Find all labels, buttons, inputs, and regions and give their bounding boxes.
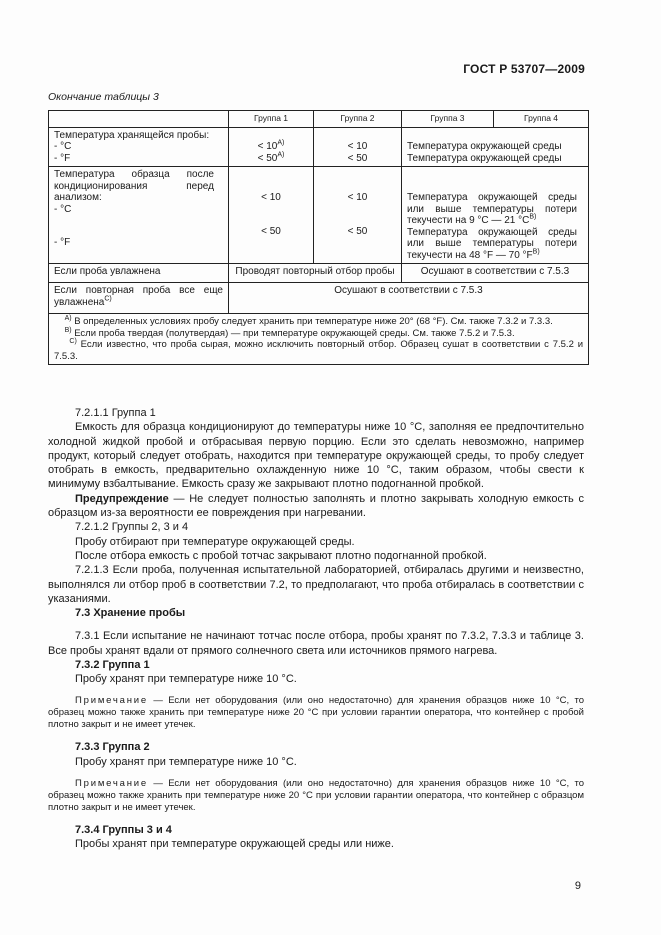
heading-7-2-1-1: 7.2.1.1 Группа 1 (75, 407, 156, 419)
paragraph: Пробы хранят при температуре окружающей среды или ниже. (75, 838, 394, 851)
heading-7-3-4: 7.3.4 Группы 3 и 4 (75, 824, 172, 837)
table-3 (48, 110, 589, 365)
cell-group12: Проводят повторный отбор пробы (229, 264, 402, 283)
table-row-conditioning (49, 167, 589, 264)
heading-7-3: 7.3 Хранение пробы (75, 607, 186, 619)
table-header-row (49, 111, 589, 128)
cell-group1: < 10 < 50 (229, 167, 314, 264)
cell-group2: < 10 < 50 (314, 127, 402, 167)
heading-7-3-3: 7.3.3 Группа 2 (75, 741, 150, 754)
table-caption: Окончание таблицы 3 (48, 91, 159, 103)
paragraph: Емкость для образца кондиционируют до температуры ниже 10 °С, заполняя ее предпочтительно холодной жидкой пробой и отбрасывая первую порцию. Если это сделать невозможно, например продукт, который следует отобрать, находится при температуре окружающей среды, то пробу следует отобрать в емкость, предварительно охлажденную ниже 10 °С, таким образом, чтобы свести к минимуму взбалтывание. Емкость сразу же закрывают плотно подогнанной пробкой. (48, 421, 584, 491)
paragraph: 7.2.1.3 Если проба, полученная испытательной лабораторией, отбиралась другими и неизвестно, выполнялся ли отбор проб в соответствии 7.2, то предполагают, что проба отбиралась в соответствии с указаниями. (48, 564, 584, 605)
note-7-3-3: Примечание — Если нет оборудования (или оно недостаточно) для хранения образцов ниже 10 °С, то образец можно также хранить при температуре ниже 20 °С при условии гарантии оператора, что контейнер с образцом плотно закрыт и не имеет утечек. (48, 778, 584, 814)
header-cell-group3: Группа 3 (402, 111, 494, 128)
note-7-3-2: Примечание — Если нет оборудования (или оно недостаточно) для хранения образцов ниже 10 °С, то образец можно также хранить при температуре ниже 20 °С при условии гарантии оператора, что контейнер с пробой плотно закрыт и не имеет утечек. (48, 695, 584, 731)
heading-7-2-1-2: 7.2.1.2 Группы 2, 3 и 4 (75, 521, 189, 534)
paragraph: После отбора емкость с пробой тотчас закрывают плотно подогнанной пробкой. (75, 549, 487, 562)
section-7-2-1 (48, 406, 584, 606)
footnote-c: $^{C)}$ Если известно, что проба сырая, можно исключить повторный отбор. Образец сушат в соответствии с 7.5.2 и 7.5.3. (54, 337, 584, 362)
header-cell-group1: Группа 1 (229, 111, 314, 128)
table-row-wet-sample (49, 264, 589, 283)
row-label: Если повторная проба все еще увлажнена$^{C)}$ (49, 283, 229, 314)
paragraph: 7.3.1 Если испытание не начинают тотчас после отбора, пробы хранят по 7.3.2, 7.3.3 и таблице 3. Все пробы хранят вдали от прямого солнечного света или источников прямого нагрева. (48, 630, 584, 657)
cell-group34: Осушают в соответствии с 7.5.3 (402, 264, 589, 283)
cell-group34: Температура окружающей среды Температура окружающей среды (402, 127, 589, 167)
paragraph: Пробу хранят при температуре ниже 10 °С. (75, 755, 297, 768)
warning-paragraph: Предупреждение — Не следует полностью заполнять и плотно закрывать холодную емкость с образцом из-за вероятности ее повреждения при нагревании. (48, 492, 584, 520)
row-label: Если проба увлажнена (49, 264, 229, 283)
heading-7-3-2: 7.3.2 Группа 1 (75, 658, 150, 671)
section-7-3 (48, 606, 584, 852)
paragraph: Пробу хранят при температуре ниже 10 °С. (75, 673, 297, 686)
header-cell-group4: Группа 4 (494, 111, 589, 128)
header-cell-group2: Группа 2 (314, 111, 402, 128)
cell-group2: < 10 < 50 (314, 167, 402, 264)
table-footnotes (49, 314, 589, 365)
row-label: Температура образца после кондиционирования перед анализом: - °C - °F (49, 167, 229, 264)
cell-group1: < $10^{A)}$ < $50^{A)}$ (229, 127, 314, 167)
footnote-b: $^{B)}$ Если проба твердая (полутвердая) — при температуре окружающей среды. См. также 7.5.2 и 7.5.3. (64, 326, 515, 339)
row-label: Температура хранящейся пробы: - °C - °F (49, 127, 229, 167)
paragraph: Пробу отбирают при температуре окружающей среды. (75, 535, 355, 548)
table-row-storage-temp (49, 127, 589, 167)
cell-all-groups: Осушают в соответствии с 7.5.3 (229, 283, 589, 314)
table-row-repeat-sample (49, 283, 589, 314)
footnote-a: $^{A)}$ В определенных условиях пробу следует хранить при температуре ниже 20° (68 °F). См. также 7.3.2 и 7.3.3. (64, 314, 553, 327)
document-code: ГОСТ Р 53707—2009 (463, 62, 585, 76)
header-cell-empty (49, 111, 229, 128)
page-number: 9 (574, 880, 581, 892)
cell-group34: Температура окружающей среды или выше температуры потери текучести на 9 °С — 21 $^\circ С^{B)}$ Температура окружающей среды или выше температуры потери текучести на 48 °F — 70 $^\circ F^{B)}$ (402, 167, 589, 264)
